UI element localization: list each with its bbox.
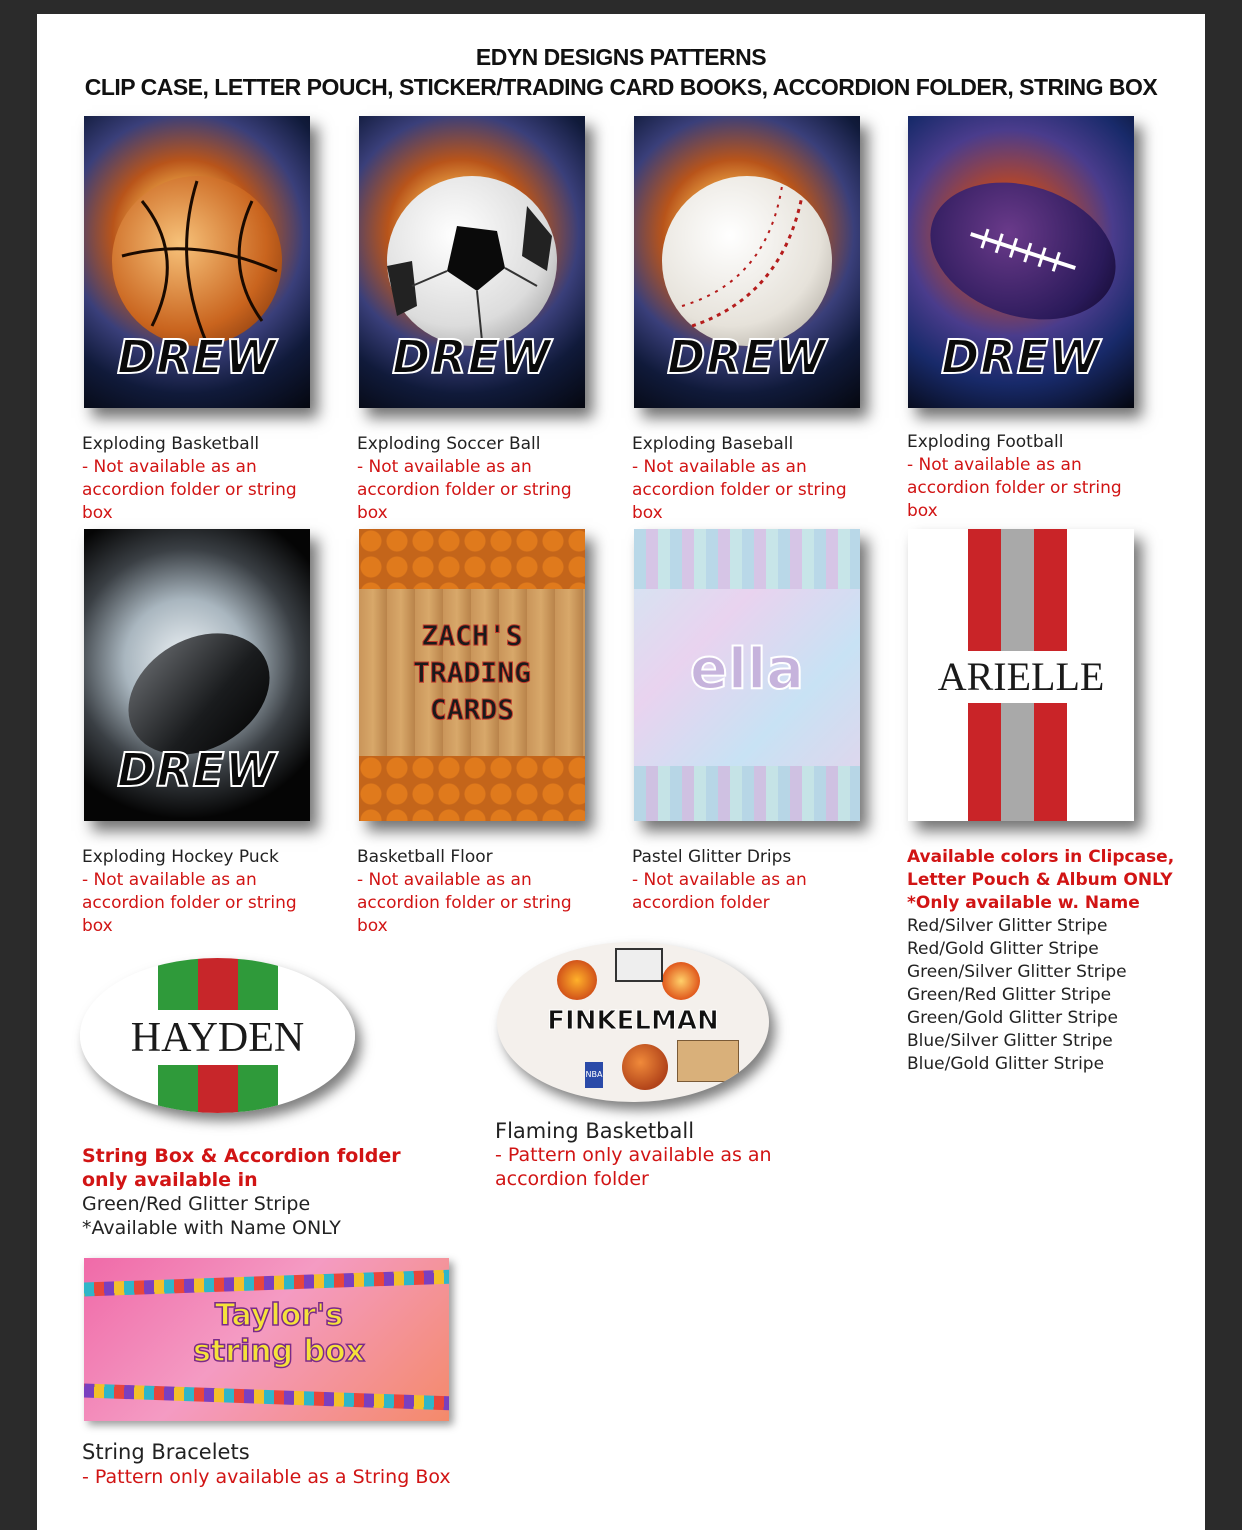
exploding-basketball-card[interactable]	[84, 116, 310, 408]
card-name-text: HAYDEN	[130, 1015, 305, 1061]
bracelet-bottom	[84, 1383, 449, 1411]
exploding-soccer-card[interactable]	[359, 116, 585, 408]
baseball-image	[662, 176, 832, 346]
football-image	[913, 160, 1134, 342]
flaming-ball-icon-2	[662, 962, 700, 1000]
caption-string-bracelets: String Bracelets - Pattern only available as a String Box	[82, 1440, 451, 1488]
flaming-ball-icon	[557, 960, 597, 1000]
basketball-floor-card[interactable]	[359, 529, 585, 821]
exploding-hockey-card[interactable]	[84, 529, 310, 821]
nba-logo: NBA	[585, 1062, 603, 1088]
basketball-icon	[622, 1044, 668, 1090]
flaming-basketball-oval-card[interactable]	[497, 942, 769, 1102]
hayden-oval-card[interactable]	[80, 958, 355, 1113]
card-name-text: ARIELLE	[937, 654, 1105, 699]
card-name-text: DREW	[392, 330, 552, 384]
caption-exploding-basketball: Exploding Basketball - Not available as an accordion folder or string box	[82, 434, 297, 523]
glitter-drips-top	[634, 529, 860, 589]
basketballs-top-image	[359, 529, 585, 589]
caption-pastel-glitter: Pastel Glitter Drips - Not available as an accordion folder	[632, 847, 807, 913]
card-name-text: DREW	[117, 330, 277, 384]
exploding-football-card[interactable]	[908, 116, 1134, 408]
glitter-stripe-card[interactable]	[908, 529, 1134, 821]
basketballs-bottom-image	[359, 756, 585, 821]
page-title: EDYN DESIGNS PATTERNS	[475, 44, 767, 70]
card-name-text: ZACH'S TRADING CARDS	[412, 619, 531, 726]
caption-exploding-football: Exploding Football - Not available as an accordion folder or string box	[907, 432, 1122, 521]
card-name-text: DREW	[941, 330, 1101, 384]
pastel-glitter-card[interactable]	[634, 529, 860, 821]
caption-exploding-baseball: Exploding Baseball - Not available as an accordion folder or string box	[632, 434, 847, 523]
hoop-icon	[615, 948, 663, 982]
page-subtitle: CLIP CASE, LETTER POUCH, STICKER/TRADING CARD BOOKS, ACCORDION FOLDER, STRING BOX	[84, 74, 1158, 100]
caption-exploding-hockey: Exploding Hockey Puck - Not available as an accordion folder or string box	[82, 847, 297, 936]
card-name-text: DREW	[117, 743, 277, 797]
bracelet-top	[84, 1269, 449, 1297]
card-name-text: Taylor's string box	[193, 1298, 365, 1369]
soccer-ball-image	[387, 176, 557, 346]
caption-flaming-basketball: Flaming Basketball - Pattern only available as an accordion folder	[495, 1119, 772, 1190]
basketball-image	[112, 176, 282, 346]
court-icon	[677, 1040, 739, 1082]
glitter-drips-bottom	[634, 766, 860, 821]
caption-exploding-soccer: Exploding Soccer Ball - Not available as an accordion folder or string box	[357, 434, 572, 523]
caption-glitter-stripe: Available colors in Clipcase, Letter Pouch & Album ONLY *Only available w. Name Red/Silver Glitter Stripe Red/Gold Glitter Stripe Green/Silver Glitter Stripe Green/Red Glitter Stripe Green/Gold Glitter Stripe Blue/Silver Glitter Stripe Blue/Gold Glitter Stripe	[907, 847, 1175, 1074]
card-name-text: ella	[689, 637, 805, 702]
exploding-baseball-card[interactable]	[634, 116, 860, 408]
caption-basketball-floor: Basketball Floor - Not available as an accordion folder or string box	[357, 847, 572, 936]
string-bracelets-card[interactable]	[84, 1258, 449, 1421]
card-name-text: DREW	[667, 330, 827, 384]
caption-hayden: String Box & Accordion folder only available in Green/Red Glitter Stripe *Available with Name ONLY	[82, 1145, 401, 1239]
card-name-text: FINKELMAN	[547, 1006, 719, 1036]
